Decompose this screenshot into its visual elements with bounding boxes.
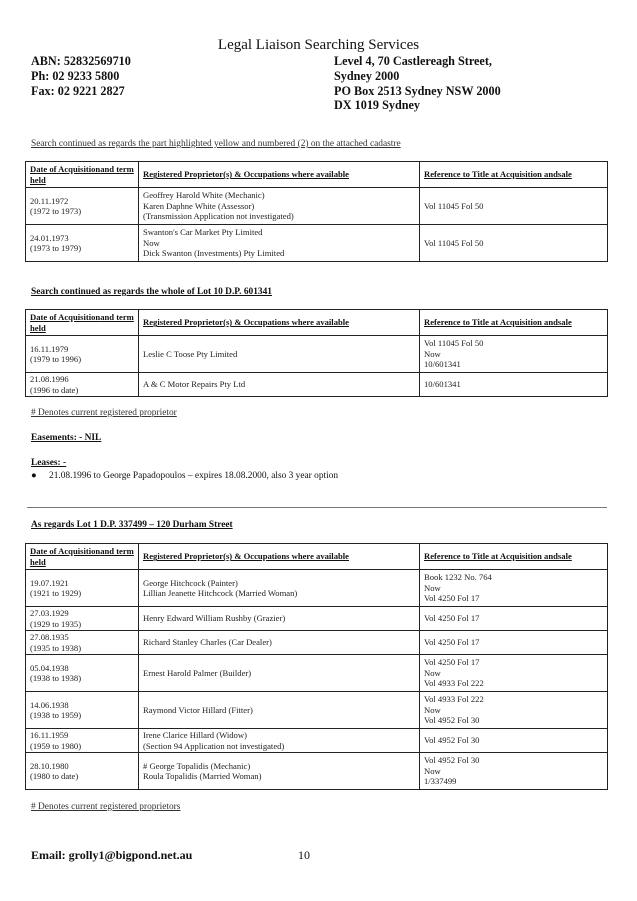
cell-line: Swanton's Car Market Pty Limited — [143, 227, 263, 238]
reference-cell — [420, 336, 608, 373]
cell-line: (1935 to 1938) — [30, 642, 82, 653]
reference-cell — [420, 373, 608, 397]
date-cell — [26, 188, 139, 225]
date-cell — [26, 692, 139, 729]
bullet-icon: ● — [31, 471, 37, 481]
lease-text: 21.08.1996 to George Papadopoulos – expires 18.08.2000, also 3 year option — [49, 471, 339, 481]
table-header-row — [26, 310, 608, 336]
proprietor-cell — [139, 692, 420, 729]
cell-line: Richard Stanley Charles (Car Dealer) — [143, 637, 272, 648]
table-row — [26, 188, 608, 225]
date-cell — [26, 729, 139, 753]
cell-line: 16.11.1979 — [30, 343, 69, 354]
cell-line: Vol 4933 Fol 222 — [424, 694, 484, 705]
reference-cell — [420, 729, 608, 753]
cell-line: (1938 to 1938) — [30, 673, 82, 683]
proprietor-column-header: Registered Proprietor(s) & Occupations where available — [139, 310, 420, 336]
cell-line: 14.06.1938 — [30, 699, 69, 710]
cell-line: Vol 4952 Fol 30 — [424, 735, 480, 746]
date-cell — [26, 336, 139, 373]
section2-table — [25, 309, 608, 397]
table-row — [26, 753, 608, 790]
contact-block — [31, 54, 131, 98]
reference-column-header: Reference to Title at Acquisition andsale — [420, 544, 608, 570]
table-header-row — [26, 162, 608, 188]
section3-caption: As regards Lot 1 D.P. 337499 – 120 Durham Street — [31, 520, 233, 530]
cell-line: A & C Motor Repairs Pty Ltd — [143, 379, 246, 390]
cell-line: 24.01.1973 — [30, 232, 69, 243]
cell-line: (1979 to 1996) — [30, 354, 82, 364]
cell-line: Now — [143, 237, 160, 248]
cell-line: Vol 4952 Fol 30 — [424, 715, 480, 726]
proprietor-cell — [139, 570, 420, 607]
table-row — [26, 692, 608, 729]
cell-line: Vol 4250 Fol 17 — [424, 593, 480, 604]
reference-cell — [420, 607, 608, 631]
section2-caption: Search continued as regards the whole of Lot 10 D.P. 601341 — [31, 287, 272, 297]
cell-line: (1938 to 1959) — [30, 710, 82, 720]
cell-line: (Transmission Application not investigated) — [143, 211, 294, 222]
reference-column-header: Reference to Title at Acquisition andsale — [420, 310, 608, 336]
cell-line: Now — [424, 582, 441, 593]
reference-column-header: Reference to Title at Acquisition andsale — [420, 162, 608, 188]
cell-line: Lillian Jeanette Hitchcock (Married Woman) — [143, 588, 298, 598]
proprietor-cell — [139, 631, 420, 655]
cell-line: Dick Swanton (Investments) Pty Limited — [143, 248, 285, 259]
cell-line: 27.03.1929 — [30, 608, 69, 619]
fax-line: Fax: 02 9221 2827 — [31, 83, 125, 98]
cell-line: 16.11.1959 — [30, 730, 69, 741]
cell-line: George Hitchcock (Painter) — [143, 577, 238, 588]
cell-line: 19.07.1921 — [30, 577, 69, 588]
cell-line: (1973 to 1979) — [30, 243, 82, 253]
address-line: DX 1019 Sydney — [334, 98, 421, 113]
cell-line: 05.04.1938 — [30, 662, 69, 673]
cell-line: Vol 11045 Fol 50 — [424, 237, 484, 248]
cell-line: Now — [424, 765, 441, 776]
abn-line: ABN: 52832569710 — [31, 54, 131, 68]
address-line: Level 4, 70 Castlereagh Street, — [334, 54, 492, 68]
cell-line: 27.08.1935 — [30, 632, 69, 643]
date-column-header: Date of Acquisitionand term held — [26, 544, 139, 570]
cell-line: Vol 4250 Fol 17 — [424, 657, 480, 668]
date-cell — [26, 655, 139, 692]
cell-line: # George Topalidis (Mechanic) — [143, 760, 251, 771]
section-divider — [27, 507, 607, 508]
phone-line: Ph: 02 9233 5800 — [31, 68, 120, 83]
reference-cell — [420, 753, 608, 790]
cell-line: Now — [424, 667, 441, 678]
reference-cell — [420, 570, 608, 607]
table-row — [26, 225, 608, 262]
table-header-row — [26, 544, 608, 570]
proprietor-cell — [139, 607, 420, 631]
cell-line: Vol 4933 Fol 222 — [424, 678, 484, 689]
footer-email: Email: grolly1@bigpond.net.au — [31, 848, 193, 862]
cell-line: Vol 4952 Fol 30 — [424, 755, 480, 766]
cell-line: 20.11.1972 — [30, 195, 69, 206]
cell-line: Henry Edward William Rushby (Grazier) — [143, 613, 286, 624]
date-column-header: Date of Acquisitionand term held — [26, 310, 139, 336]
easements-heading: Easements: - NIL — [31, 433, 102, 443]
address-line: PO Box 2513 Sydney NSW 2000 — [334, 83, 501, 98]
proprietor-cell — [139, 753, 420, 790]
cell-line: (1929 to 1935) — [30, 618, 82, 629]
reference-cell — [420, 631, 608, 655]
section3-table — [25, 543, 608, 790]
reference-cell — [420, 692, 608, 729]
proprietor-cell — [139, 225, 420, 262]
table-row — [26, 373, 608, 397]
cell-line: (1980 to date) — [30, 771, 79, 781]
cell-line: (1996 to date) — [30, 384, 79, 395]
table-row — [26, 655, 608, 692]
proprietor-cell — [139, 336, 420, 373]
proprietor-column-header: Registered Proprietor(s) & Occupations where available — [139, 544, 420, 570]
cell-line: Vol 11045 Fol 50 — [424, 338, 484, 349]
cell-line: Now — [424, 704, 441, 715]
cell-line: 10/601341 — [424, 379, 461, 390]
cell-line: (Section 94 Application not investigated) — [143, 740, 285, 751]
reference-cell — [420, 655, 608, 692]
date-cell — [26, 373, 139, 397]
leases-heading: Leases: - — [31, 458, 67, 468]
date-cell — [26, 570, 139, 607]
reference-cell — [420, 225, 608, 262]
cell-line: 10/601341 — [424, 359, 461, 370]
cell-line: Book 1232 No. 764 — [424, 572, 492, 583]
cell-line: Geoffrey Harold White (Mechanic) — [143, 190, 265, 201]
proprietor-cell — [139, 373, 420, 397]
proprietor-column-header: Registered Proprietor(s) & Occupations where available — [139, 162, 420, 188]
cell-line: 1/337499 — [424, 776, 457, 787]
cell-line: Vol 11045 Fol 50 — [424, 200, 484, 211]
cell-line: Now — [424, 348, 441, 359]
section1-table — [25, 161, 608, 262]
page-title: Legal Liaison Searching Services — [217, 37, 420, 53]
proprietor-cell — [139, 188, 420, 225]
table-row — [26, 570, 608, 607]
table-row — [26, 631, 608, 655]
cell-line: Irene Clarice Hillard (Widow) — [143, 730, 247, 741]
proprietor-cell — [139, 729, 420, 753]
date-cell — [26, 753, 139, 790]
current-proprietor-note: # Denotes current registered proprietor — [31, 408, 177, 418]
cell-line: Ernest Harold Palmer (Builder) — [143, 667, 252, 678]
lease-item — [31, 471, 338, 481]
cell-line: Roula Topalidis (Married Woman) — [143, 771, 262, 781]
date-column-header: Date of Acquisitionand term held — [26, 162, 139, 188]
date-cell — [26, 631, 139, 655]
current-proprietors-note: # Denotes current registered proprietors — [31, 802, 181, 812]
cell-line: Vol 4250 Fol 17 — [424, 613, 480, 624]
address-line: Sydney 2000 — [334, 68, 400, 83]
cell-line: (1972 to 1973) — [30, 206, 82, 216]
cell-line: (1921 to 1929) — [30, 588, 82, 598]
address-block — [334, 54, 501, 113]
cell-line: 21.08.1996 — [30, 374, 69, 385]
table-row — [26, 729, 608, 753]
cell-line: Vol 4250 Fol 17 — [424, 637, 480, 648]
reference-cell — [420, 188, 608, 225]
cell-line: Karen Daphne White (Assessor) — [143, 200, 255, 211]
page-number: 10 — [298, 848, 310, 862]
cell-line: (1959 to 1980) — [30, 740, 82, 751]
date-cell — [26, 607, 139, 631]
section1-caption: Search continued as regards the part highlighted yellow and numbered (2) on the attached cadastre — [31, 139, 401, 149]
table-row — [26, 336, 608, 373]
cell-line: Raymond Victor Hillard (Fitter) — [143, 704, 253, 715]
date-cell — [26, 225, 139, 262]
proprietor-cell — [139, 655, 420, 692]
table-row — [26, 607, 608, 631]
cell-line: 28.10.1980 — [30, 760, 69, 771]
cell-line: Leslie C Toose Pty Limited — [143, 348, 238, 359]
